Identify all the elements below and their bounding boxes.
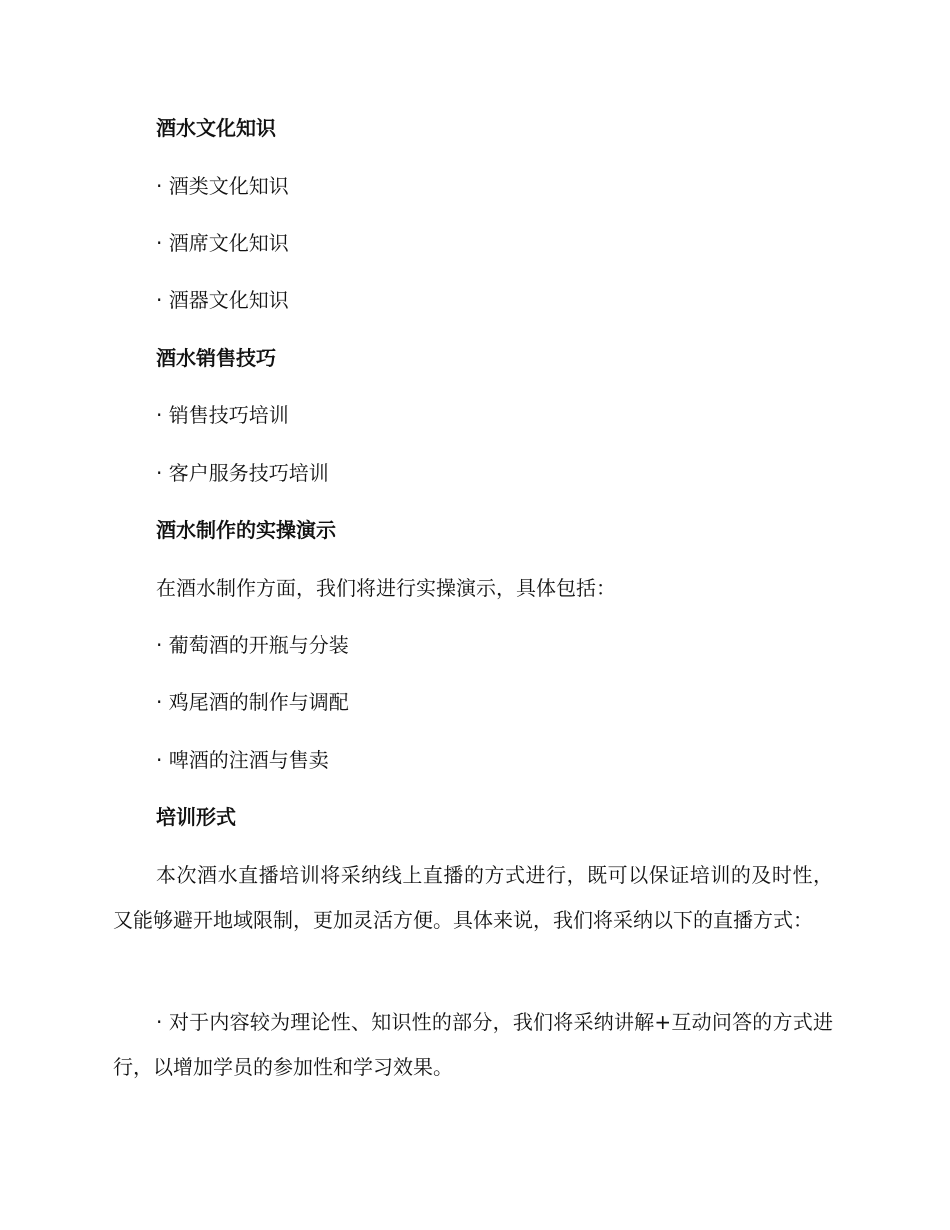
list-item: · 销售技巧培训 <box>156 403 289 427</box>
section-heading-wine-culture: 酒水文化知识 <box>156 116 276 140</box>
list-item: · 酒器文化知识 <box>156 288 289 312</box>
list-item: · 啤酒的注酒与售卖 <box>156 748 329 772</box>
body-paragraph: 本次酒水直播培训将采纳线上直播的方式进行，既可以保证培训的及时性，又能够避开地域限制，更加灵活方便。具体来说，我们将采纳以下的直播方式： <box>113 863 833 932</box>
section-heading-training-format: 培训形式 <box>156 805 236 829</box>
list-item: · 鸡尾酒的制作与调配 <box>156 690 349 714</box>
section-heading-demo: 酒水制作的实操演示 <box>156 518 336 542</box>
body-paragraph: · 对于内容较为理论性、知识性的部分，我们将采纳讲解+互动问答的方式进行，以增加学员的参加性和学习效果。 <box>113 1010 833 1079</box>
list-item: · 客户服务技巧培训 <box>156 461 329 485</box>
list-item: · 酒类文化知识 <box>156 174 289 198</box>
section-intro: 在酒水制作方面，我们将进行实操演示，具体包括： <box>156 576 616 600</box>
section-heading-sales-skills: 酒水销售技巧 <box>156 346 276 370</box>
list-item: · 葡萄酒的开瓶与分装 <box>156 633 349 657</box>
list-item: · 酒席文化知识 <box>156 231 289 255</box>
